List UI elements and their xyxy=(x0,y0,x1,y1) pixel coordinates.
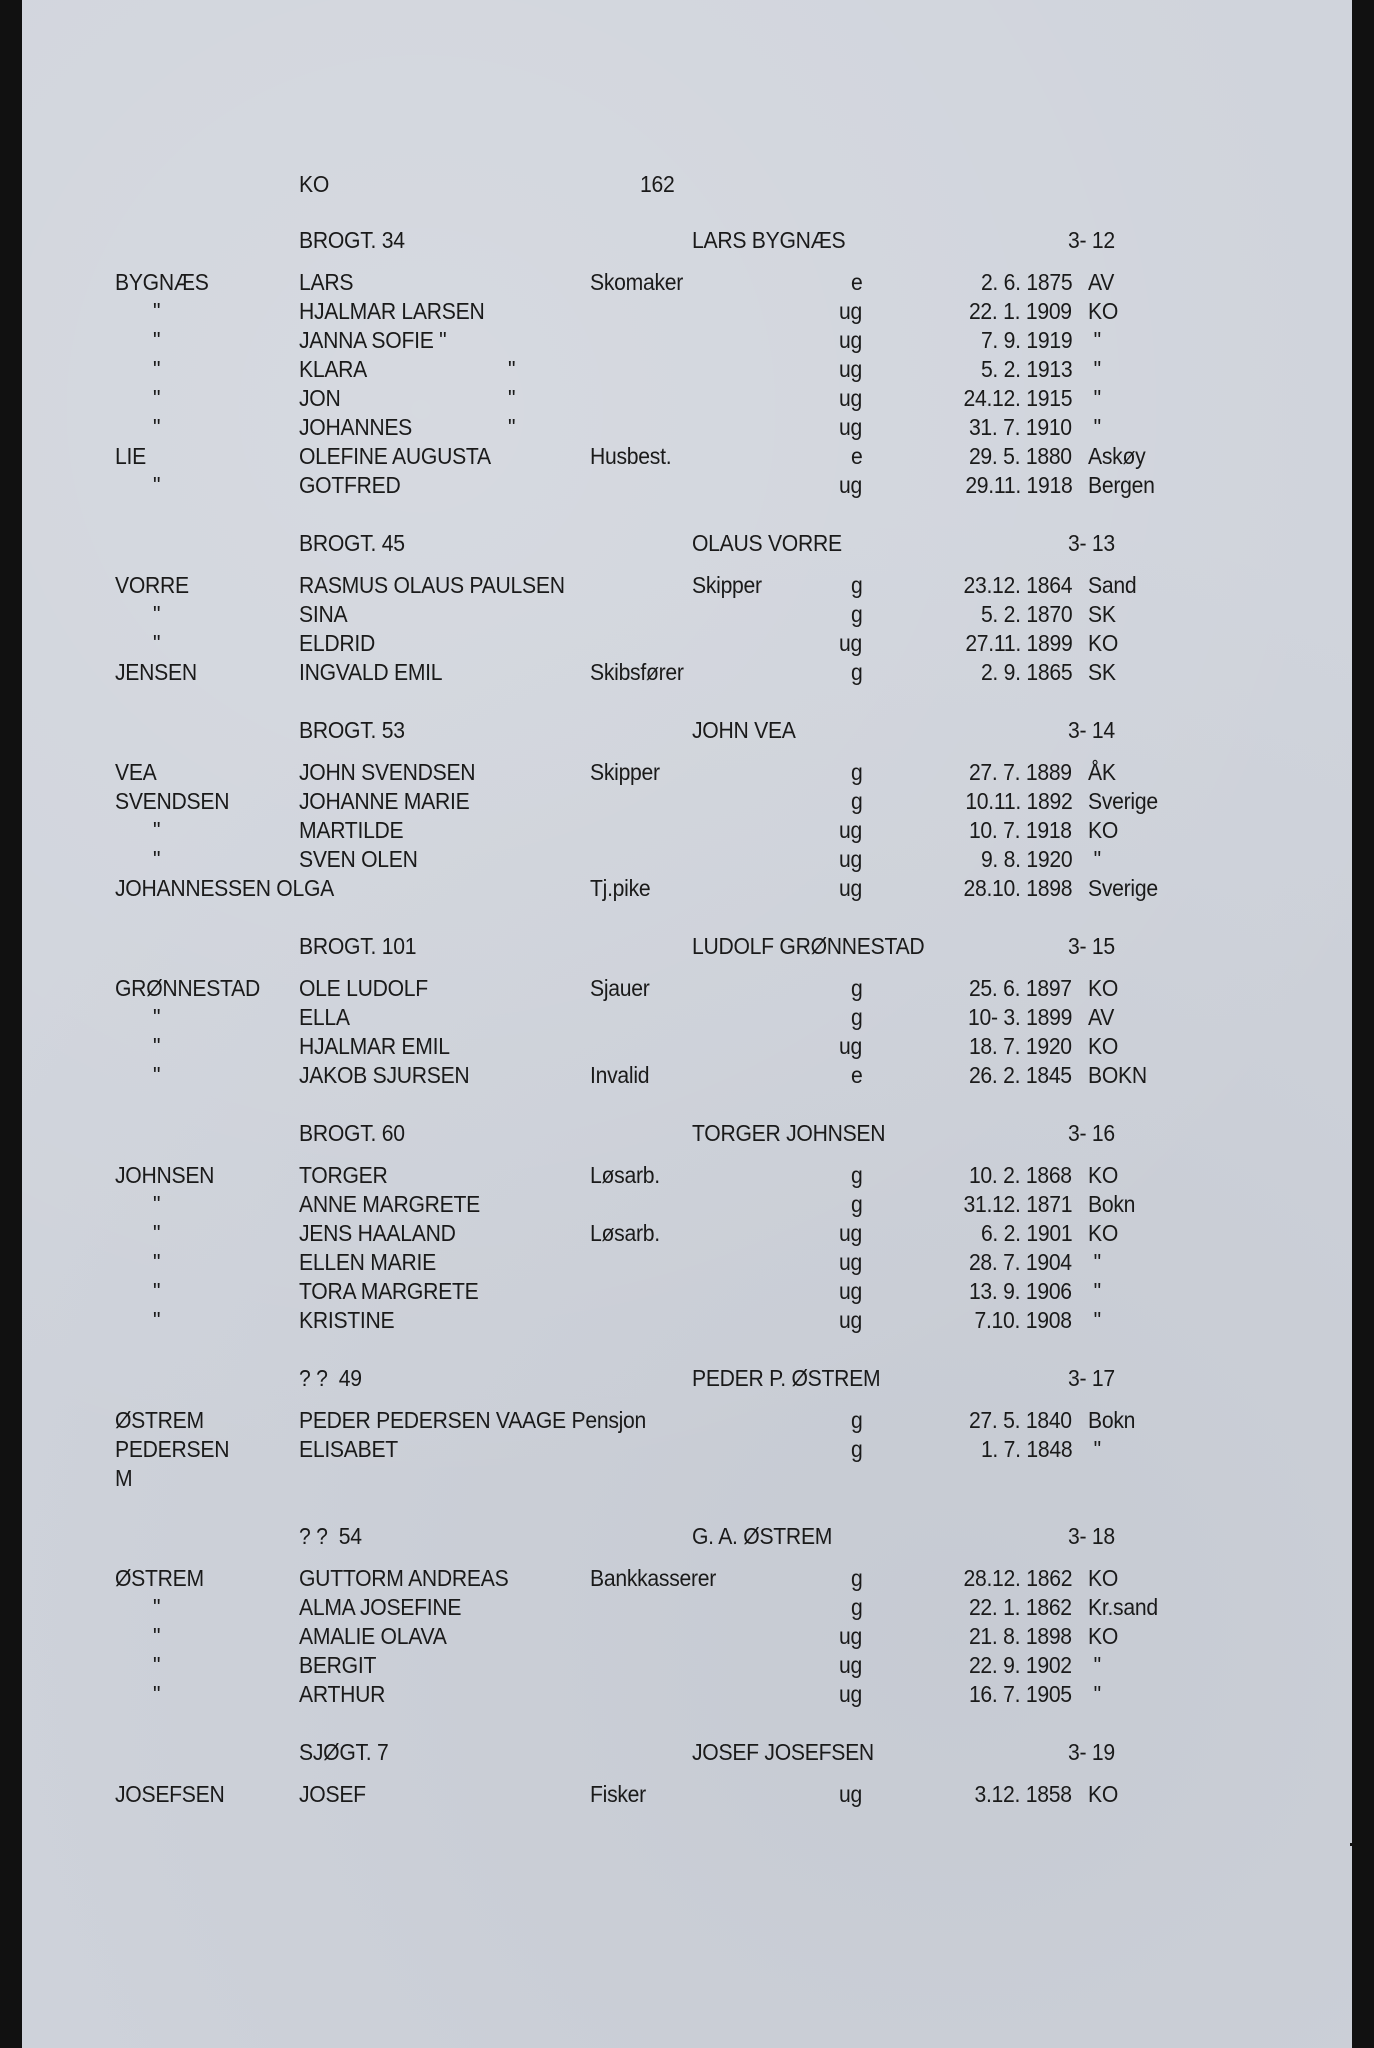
marital-status: e xyxy=(850,443,862,469)
marital-status: ug xyxy=(839,385,862,411)
birth-place: KO xyxy=(1088,298,1119,324)
section-household-head: TORGER JOHNSEN xyxy=(692,1120,886,1146)
birth-place: " xyxy=(1088,1681,1101,1707)
marital-status: g xyxy=(850,659,862,685)
occupation: Skipper xyxy=(590,759,660,785)
marital-status: ug xyxy=(839,356,862,382)
surname: VORRE xyxy=(115,572,189,598)
surname: GRØNNESTAD xyxy=(115,975,260,1001)
marital-status: g xyxy=(850,1436,862,1462)
birth-date: 3.12. 1858 xyxy=(974,1781,1072,1807)
first-name: JON xyxy=(299,385,341,411)
birth-place: " xyxy=(1088,1307,1101,1333)
birth-place: KO xyxy=(1088,1220,1119,1246)
birth-place: AV xyxy=(1088,1004,1115,1030)
marital-status: e xyxy=(850,1062,862,1088)
first-name: TORGER xyxy=(299,1162,388,1188)
marital-status: g xyxy=(850,1565,862,1591)
birth-date: 10. 7. 1918 xyxy=(969,817,1072,843)
surname: JENSEN xyxy=(115,659,197,685)
section-address: BROGT. 34 xyxy=(299,227,405,253)
surname: " xyxy=(153,1249,161,1275)
birth-date: 29. 5. 1880 xyxy=(969,443,1072,469)
first-name: SINA xyxy=(299,601,348,627)
surname: " xyxy=(153,414,161,440)
birth-date: 31.12. 1871 xyxy=(963,1191,1072,1217)
birth-date: 10. 2. 1868 xyxy=(969,1162,1072,1188)
birth-place: Bergen xyxy=(1088,472,1155,498)
section-address: BROGT. 45 xyxy=(299,530,405,556)
birth-place: Bokn xyxy=(1088,1191,1136,1217)
marital-status: ug xyxy=(839,630,862,656)
occupation: Løsarb. xyxy=(590,1162,660,1188)
surname: " xyxy=(153,1062,161,1088)
birth-place: " xyxy=(1088,1249,1101,1275)
surname: " xyxy=(153,630,161,656)
marital-status: ug xyxy=(839,1249,862,1275)
page-number: 162 xyxy=(640,171,675,197)
section-household-head: OLAUS VORRE xyxy=(692,530,842,556)
marital-status: g xyxy=(850,1162,862,1188)
surname: JOSEFSEN xyxy=(115,1781,225,1807)
surname: " xyxy=(153,356,161,382)
birth-place: KO xyxy=(1088,1565,1119,1591)
birth-place: " xyxy=(1088,327,1101,353)
birth-date: 22. 1. 1909 xyxy=(969,298,1072,324)
section-number: 3- 15 xyxy=(1068,933,1115,959)
birth-date: 5. 2. 1913 xyxy=(980,356,1072,382)
marital-status: ug xyxy=(839,472,862,498)
occupation: Skipper xyxy=(692,572,762,598)
birth-date: 28. 7. 1904 xyxy=(969,1249,1072,1275)
marital-status: ug xyxy=(839,1033,862,1059)
parish-code: KO xyxy=(299,171,330,197)
surname: " xyxy=(153,1623,161,1649)
occupation: Løsarb. xyxy=(590,1220,660,1246)
section-address: BROGT. 60 xyxy=(299,1120,405,1146)
birth-date: 23.12. 1864 xyxy=(963,572,1072,598)
occupation: Fisker xyxy=(590,1781,646,1807)
first-name: AMALIE OLAVA xyxy=(299,1623,447,1649)
birth-date: 7.10. 1908 xyxy=(974,1307,1072,1333)
marital-status: g xyxy=(850,1191,862,1217)
first-name: OLEFINE AUGUSTA xyxy=(299,443,491,469)
marital-status: ug xyxy=(839,414,862,440)
birth-date: 27. 7. 1889 xyxy=(969,759,1072,785)
first-name: ELLEN MARIE xyxy=(299,1249,436,1275)
occupation: Skomaker xyxy=(590,269,684,295)
surname: " xyxy=(153,472,161,498)
first-name: INGVALD EMIL xyxy=(299,659,443,685)
section-household-head: PEDER P. ØSTREM xyxy=(692,1365,881,1391)
marital-status: g xyxy=(850,572,862,598)
first-name: KLARA xyxy=(299,356,368,382)
first-name: OLE LUDOLF xyxy=(299,975,428,1001)
birth-place: KO xyxy=(1088,817,1119,843)
birth-date: 27. 5. 1840 xyxy=(969,1407,1072,1433)
surname: SVENDSEN xyxy=(115,788,230,814)
surname: " xyxy=(153,817,161,843)
first-name: HJALMAR LARSEN xyxy=(299,298,485,324)
birth-place: SK xyxy=(1088,601,1116,627)
marital-status: g xyxy=(850,1407,862,1433)
birth-date: 16. 7. 1905 xyxy=(969,1681,1072,1707)
first-name: GOTFRED xyxy=(299,472,401,498)
birth-place: AV xyxy=(1088,269,1115,295)
birth-place: " xyxy=(1088,1436,1101,1462)
birth-date: 31. 7. 1910 xyxy=(969,414,1072,440)
section-address: BROGT. 101 xyxy=(299,933,417,959)
marital-status: ug xyxy=(839,1652,862,1678)
marital-status: ug xyxy=(839,817,862,843)
marital-status: ug xyxy=(839,846,862,872)
occupation: Invalid xyxy=(590,1062,650,1088)
marital-status: g xyxy=(850,759,862,785)
occupation: Tj.pike xyxy=(590,875,651,901)
birth-place: " xyxy=(1088,356,1101,382)
birth-place: Askøy xyxy=(1088,443,1146,469)
birth-place: KO xyxy=(1088,1623,1119,1649)
first-name: TORA MARGRETE xyxy=(299,1278,479,1304)
birth-place: SK xyxy=(1088,659,1116,685)
surname: " xyxy=(153,1652,161,1678)
surname: " xyxy=(153,601,161,627)
birth-place: KO xyxy=(1088,1033,1119,1059)
occupation: Bankkasserer xyxy=(590,1565,717,1591)
birth-date: 28.12. 1862 xyxy=(963,1565,1072,1591)
birth-place: KO xyxy=(1088,1162,1119,1188)
first-name: BERGIT xyxy=(299,1652,377,1678)
first-name: ANNE MARGRETE xyxy=(299,1191,480,1217)
first-name: JENS HAALAND xyxy=(299,1220,456,1246)
first-name: JOHANNES xyxy=(299,414,413,440)
birth-date: 1. 7. 1848 xyxy=(980,1436,1072,1462)
birth-place: " xyxy=(1088,1278,1101,1304)
section-address: BROGT. 53 xyxy=(299,717,405,743)
surname: " xyxy=(153,1594,161,1620)
marital-status: ug xyxy=(839,327,862,353)
surname: " xyxy=(153,1307,161,1333)
first-name: JOSEF xyxy=(299,1781,366,1807)
first-name: ARTHUR xyxy=(299,1681,386,1707)
birth-date: 28.10. 1898 xyxy=(963,875,1072,901)
first-name: ALMA JOSEFINE xyxy=(299,1594,462,1620)
birth-date: 22. 1. 1862 xyxy=(969,1594,1072,1620)
section-address: ? ? 49 xyxy=(299,1365,362,1391)
section-number: 3- 13 xyxy=(1068,530,1115,556)
surname: ØSTREM xyxy=(115,1565,204,1591)
birth-date: 9. 8. 1920 xyxy=(980,846,1072,872)
birth-date: 2. 9. 1865 xyxy=(980,659,1072,685)
first-name: JOHN SVENDSEN xyxy=(299,759,476,785)
occupation: Husbest. xyxy=(590,443,672,469)
occupation: Sjauer xyxy=(590,975,650,1001)
first-name: GUTTORM ANDREAS xyxy=(299,1565,509,1591)
marital-status: ug xyxy=(839,1307,862,1333)
birth-date: 24.12. 1915 xyxy=(963,385,1072,411)
surname: " xyxy=(153,846,161,872)
surname: ØSTREM xyxy=(115,1407,204,1433)
marital-status: ug xyxy=(839,1681,862,1707)
marital-status: ug xyxy=(839,1781,862,1807)
surname: " xyxy=(153,1681,161,1707)
first-name: HJALMAR EMIL xyxy=(299,1033,450,1059)
section-number: 3- 18 xyxy=(1068,1523,1115,1549)
section-address: ? ? 54 xyxy=(299,1523,362,1549)
surname: JOHANNESSEN OLGA xyxy=(115,875,335,901)
marital-status: g xyxy=(850,975,862,1001)
ditto-mark: " xyxy=(508,414,516,440)
first-name: RASMUS OLAUS PAULSEN xyxy=(299,572,565,598)
surname: " xyxy=(153,1004,161,1030)
marital-status: g xyxy=(850,601,862,627)
section-household-head: JOSEF JOSEFSEN xyxy=(692,1739,874,1765)
ditto-mark: " xyxy=(508,356,516,382)
first-name: ELDRID xyxy=(299,630,375,656)
surname: " xyxy=(153,1278,161,1304)
marital-status: e xyxy=(850,269,862,295)
birth-date: 10.11. 1892 xyxy=(964,788,1072,814)
first-name: JAKOB SJURSEN xyxy=(299,1062,470,1088)
birth-date: 7. 9. 1919 xyxy=(980,327,1072,353)
birth-date: 13. 9. 1906 xyxy=(969,1278,1072,1304)
section-household-head: JOHN VEA xyxy=(692,717,796,743)
surname: " xyxy=(153,298,161,324)
birth-date: 26. 2. 1845 xyxy=(969,1062,1072,1088)
birth-date: 21. 8. 1898 xyxy=(969,1623,1072,1649)
birth-place: " xyxy=(1088,385,1101,411)
first-name: KRISTINE xyxy=(299,1307,395,1333)
first-name: LARS xyxy=(299,269,354,295)
birth-date: 29.11. 1918 xyxy=(964,472,1072,498)
birth-place: Bokn xyxy=(1088,1407,1136,1433)
birth-date: 2. 6. 1875 xyxy=(980,269,1072,295)
first-name: PEDER PEDERSEN VAAGE Pensjon xyxy=(299,1407,647,1433)
surname: JOHNSEN xyxy=(115,1162,215,1188)
occupation: Skibsfører xyxy=(590,659,684,685)
birth-place: Kr.sand xyxy=(1088,1594,1158,1620)
birth-date: 10- 3. 1899 xyxy=(967,1004,1072,1030)
marital-status: ug xyxy=(839,1278,862,1304)
birth-place: KO xyxy=(1088,630,1119,656)
first-name: JOHANNE MARIE xyxy=(299,788,470,814)
ditto-mark: " xyxy=(508,385,516,411)
section-household-head: LUDOLF GRØNNESTAD xyxy=(692,933,925,959)
surname: VEA xyxy=(115,759,157,785)
birth-date: 5. 2. 1870 xyxy=(980,601,1072,627)
section-address: SJØGT. 7 xyxy=(299,1739,389,1765)
birth-place: " xyxy=(1088,1652,1101,1678)
section-household-head: G. A. ØSTREM xyxy=(692,1523,833,1549)
first-name: ELLA xyxy=(299,1004,350,1030)
section-number: 3- 12 xyxy=(1068,227,1115,253)
birth-date: 22. 9. 1902 xyxy=(969,1652,1072,1678)
first-name: JANNA SOFIE " xyxy=(299,327,447,353)
margin-mark xyxy=(1350,1843,1364,1846)
birth-place: Sand xyxy=(1088,572,1137,598)
birth-place: ÅK xyxy=(1088,759,1116,785)
surname: " xyxy=(153,1220,161,1246)
surname: PEDERSEN xyxy=(115,1436,230,1462)
surname: " xyxy=(153,327,161,353)
birth-place: KO xyxy=(1088,975,1119,1001)
marital-status: g xyxy=(850,1004,862,1030)
surname: " xyxy=(153,385,161,411)
section-number: 3- 14 xyxy=(1068,717,1115,743)
surname: BYGNÆS xyxy=(115,269,209,295)
surname: " xyxy=(153,1033,161,1059)
marital-status: ug xyxy=(839,875,862,901)
surname: M xyxy=(115,1465,133,1491)
marital-status: ug xyxy=(839,298,862,324)
birth-place: Sverige xyxy=(1088,788,1158,814)
surname: " xyxy=(153,1191,161,1217)
section-number: 3- 19 xyxy=(1068,1739,1115,1765)
birth-date: 25. 6. 1897 xyxy=(969,975,1072,1001)
birth-date: 27.11. 1899 xyxy=(964,630,1072,656)
surname: LIE xyxy=(115,443,146,469)
marital-status: ug xyxy=(839,1623,862,1649)
birth-place: KO xyxy=(1088,1781,1119,1807)
first-name: ELISABET xyxy=(299,1436,398,1462)
marital-status: g xyxy=(850,788,862,814)
marital-status: g xyxy=(850,1594,862,1620)
birth-place: " xyxy=(1088,846,1101,872)
birth-date: 6. 2. 1901 xyxy=(980,1220,1072,1246)
first-name: SVEN OLEN xyxy=(299,846,418,872)
section-number: 3- 16 xyxy=(1068,1120,1115,1146)
birth-place: Sverige xyxy=(1088,875,1158,901)
birth-place: BOKN xyxy=(1088,1062,1147,1088)
birth-place: " xyxy=(1088,414,1101,440)
marital-status: ug xyxy=(839,1220,862,1246)
section-household-head: LARS BYGNÆS xyxy=(692,227,846,253)
section-number: 3- 17 xyxy=(1068,1365,1115,1391)
birth-date: 18. 7. 1920 xyxy=(969,1033,1072,1059)
first-name: MARTILDE xyxy=(299,817,404,843)
